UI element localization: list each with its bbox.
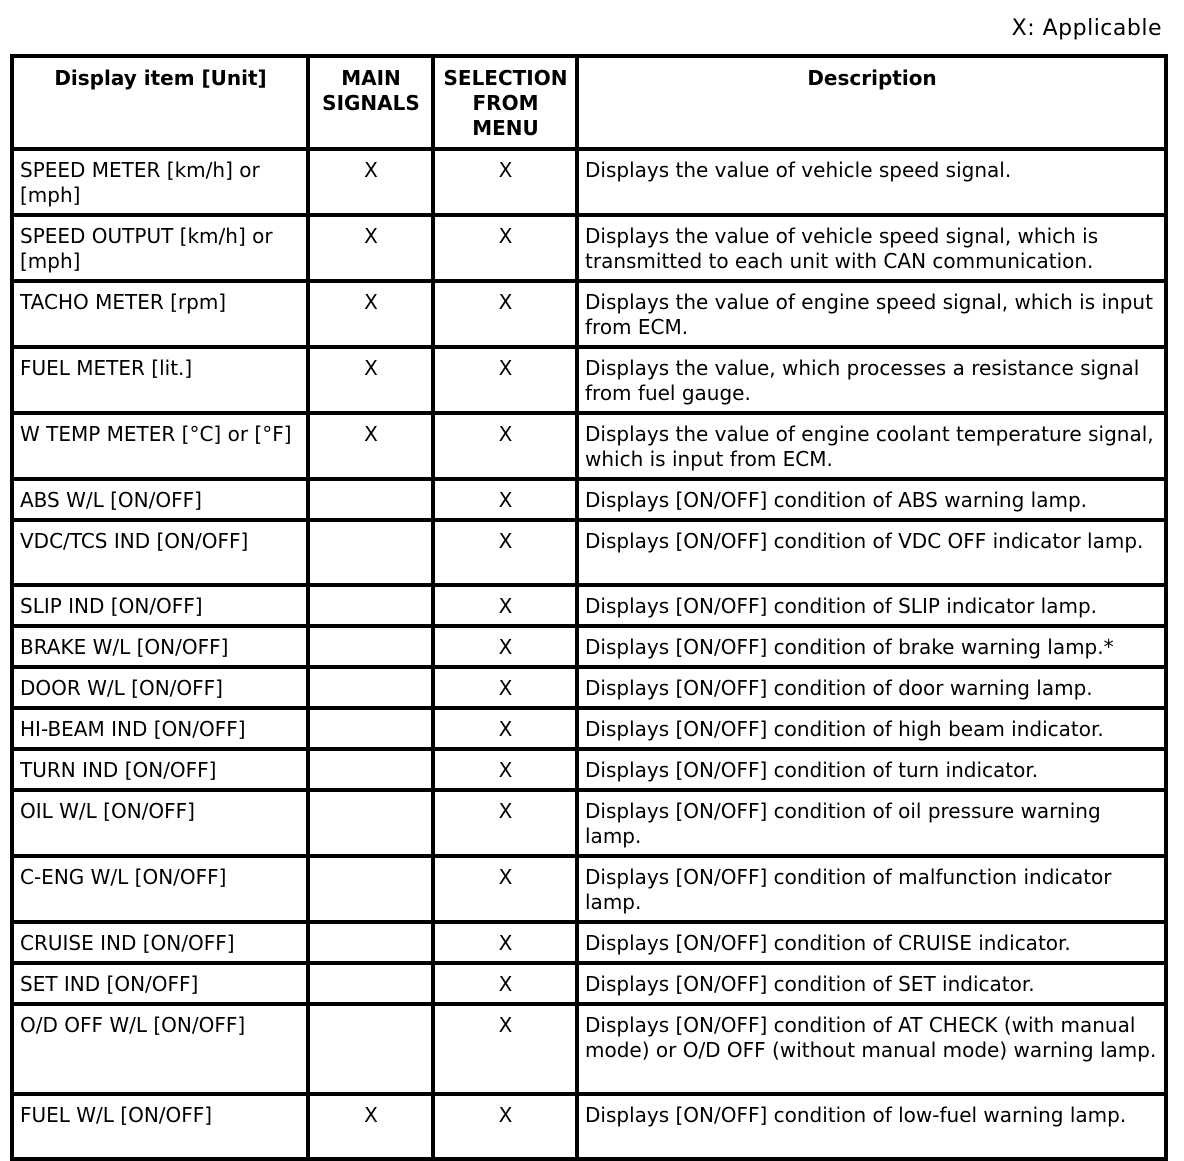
cell-description: Displays [ON/OFF] condition of SET indicator. — [577, 963, 1166, 1004]
cell-selection: X — [433, 963, 577, 1004]
cell-item: SLIP IND [ON/OFF] — [12, 585, 308, 626]
cell-main: X — [308, 1094, 433, 1159]
cell-main — [308, 667, 433, 708]
table-row — [12, 215, 1166, 281]
cell-description: Displays [ON/OFF] condition of VDC OFF indicator lamp. — [577, 520, 1166, 585]
cell-selection: X — [433, 479, 577, 520]
cell-description: Displays the value of engine speed signal, which is input from ECM. — [577, 281, 1166, 347]
table-row — [12, 281, 1166, 347]
cell-main: X — [308, 347, 433, 413]
cell-description: Displays [ON/OFF] condition of high beam indicator. — [577, 708, 1166, 749]
cell-selection: X — [433, 520, 577, 585]
cell-description: Displays the value, which processes a resistance signal from fuel gauge. — [577, 347, 1166, 413]
cell-item: ABS W/L [ON/OFF] — [12, 479, 308, 520]
table-row — [12, 749, 1166, 790]
cell-selection: X — [433, 347, 577, 413]
cell-item: SET IND [ON/OFF] — [12, 963, 308, 1004]
cell-item: TURN IND [ON/OFF] — [12, 749, 308, 790]
table-row — [12, 790, 1166, 856]
cell-item: DOOR W/L [ON/OFF] — [12, 667, 308, 708]
cell-item: SPEED METER [km/h] or [mph] — [12, 149, 308, 215]
table-row — [12, 922, 1166, 963]
cell-description: Displays [ON/OFF] condition of turn indicator. — [577, 749, 1166, 790]
table-row — [12, 520, 1166, 585]
cell-main — [308, 856, 433, 922]
table-row — [12, 708, 1166, 749]
cell-selection: X — [433, 413, 577, 479]
header-display-item: Display item [Unit] — [12, 56, 308, 149]
cell-main: X — [308, 281, 433, 347]
header-description: Description — [577, 56, 1166, 149]
cell-selection: X — [433, 922, 577, 963]
cell-selection: X — [433, 585, 577, 626]
cell-description: Displays [ON/OFF] condition of door warning lamp. — [577, 667, 1166, 708]
cell-selection: X — [433, 667, 577, 708]
cell-item: VDC/TCS IND [ON/OFF] — [12, 520, 308, 585]
table-row — [12, 479, 1166, 520]
cell-main — [308, 708, 433, 749]
table-row — [12, 1004, 1166, 1094]
cell-description: Displays [ON/OFF] condition of malfunction indicator lamp. — [577, 856, 1166, 922]
cell-selection: X — [433, 215, 577, 281]
cell-selection: X — [433, 149, 577, 215]
table-row — [12, 149, 1166, 215]
cell-main: X — [308, 149, 433, 215]
table-row — [12, 667, 1166, 708]
cell-item: TACHO METER [rpm] — [12, 281, 308, 347]
legend-applicable: X: Applicable — [1011, 16, 1162, 41]
cell-main — [308, 963, 433, 1004]
cell-main: X — [308, 215, 433, 281]
cell-item: HI-BEAM IND [ON/OFF] — [12, 708, 308, 749]
cell-main — [308, 749, 433, 790]
table-row — [12, 347, 1166, 413]
cell-selection: X — [433, 1004, 577, 1094]
cell-selection: X — [433, 749, 577, 790]
table-row — [12, 585, 1166, 626]
table-row — [12, 1094, 1166, 1159]
cell-description: Displays the value of vehicle speed signal. — [577, 149, 1166, 215]
cell-main — [308, 790, 433, 856]
cell-main — [308, 626, 433, 667]
table-row — [12, 626, 1166, 667]
header-main-signals: MAIN SIGNALS — [308, 56, 433, 149]
table-row — [12, 413, 1166, 479]
cell-selection: X — [433, 1094, 577, 1159]
cell-selection: X — [433, 790, 577, 856]
cell-item: FUEL W/L [ON/OFF] — [12, 1094, 308, 1159]
header-selection-from-menu: SELECTION FROM MENU — [433, 56, 577, 149]
table-header-row — [12, 56, 1166, 149]
cell-description: Displays the value of engine coolant temperature signal, which is input from ECM. — [577, 413, 1166, 479]
display-items-table — [10, 54, 1168, 1161]
cell-description: Displays [ON/OFF] condition of ABS warning lamp. — [577, 479, 1166, 520]
cell-main — [308, 1004, 433, 1094]
cell-selection: X — [433, 281, 577, 347]
cell-description: Displays [ON/OFF] condition of CRUISE indicator. — [577, 922, 1166, 963]
cell-description: Displays the value of vehicle speed signal, which is transmitted to each unit with CAN communication. — [577, 215, 1166, 281]
table-row — [12, 856, 1166, 922]
cell-description: Displays [ON/OFF] condition of brake warning lamp.* — [577, 626, 1166, 667]
cell-item: FUEL METER [lit.] — [12, 347, 308, 413]
table-row — [12, 963, 1166, 1004]
cell-main — [308, 520, 433, 585]
cell-item: OIL W/L [ON/OFF] — [12, 790, 308, 856]
cell-item: BRAKE W/L [ON/OFF] — [12, 626, 308, 667]
cell-description: Displays [ON/OFF] condition of low-fuel warning lamp. — [577, 1094, 1166, 1159]
cell-description: Displays [ON/OFF] condition of AT CHECK (with manual mode) or O/D OFF (without manual mode) warning lamp. — [577, 1004, 1166, 1094]
cell-item: C-ENG W/L [ON/OFF] — [12, 856, 308, 922]
cell-main — [308, 585, 433, 626]
cell-item: W TEMP METER [°C] or [°F] — [12, 413, 308, 479]
cell-description: Displays [ON/OFF] condition of SLIP indicator lamp. — [577, 585, 1166, 626]
cell-selection: X — [433, 626, 577, 667]
cell-item: SPEED OUTPUT [km/h] or [mph] — [12, 215, 308, 281]
cell-main — [308, 922, 433, 963]
cell-item: O/D OFF W/L [ON/OFF] — [12, 1004, 308, 1094]
cell-main: X — [308, 413, 433, 479]
cell-selection: X — [433, 708, 577, 749]
cell-item: CRUISE IND [ON/OFF] — [12, 922, 308, 963]
cell-main — [308, 479, 433, 520]
cell-selection: X — [433, 856, 577, 922]
cell-description: Displays [ON/OFF] condition of oil pressure warning lamp. — [577, 790, 1166, 856]
